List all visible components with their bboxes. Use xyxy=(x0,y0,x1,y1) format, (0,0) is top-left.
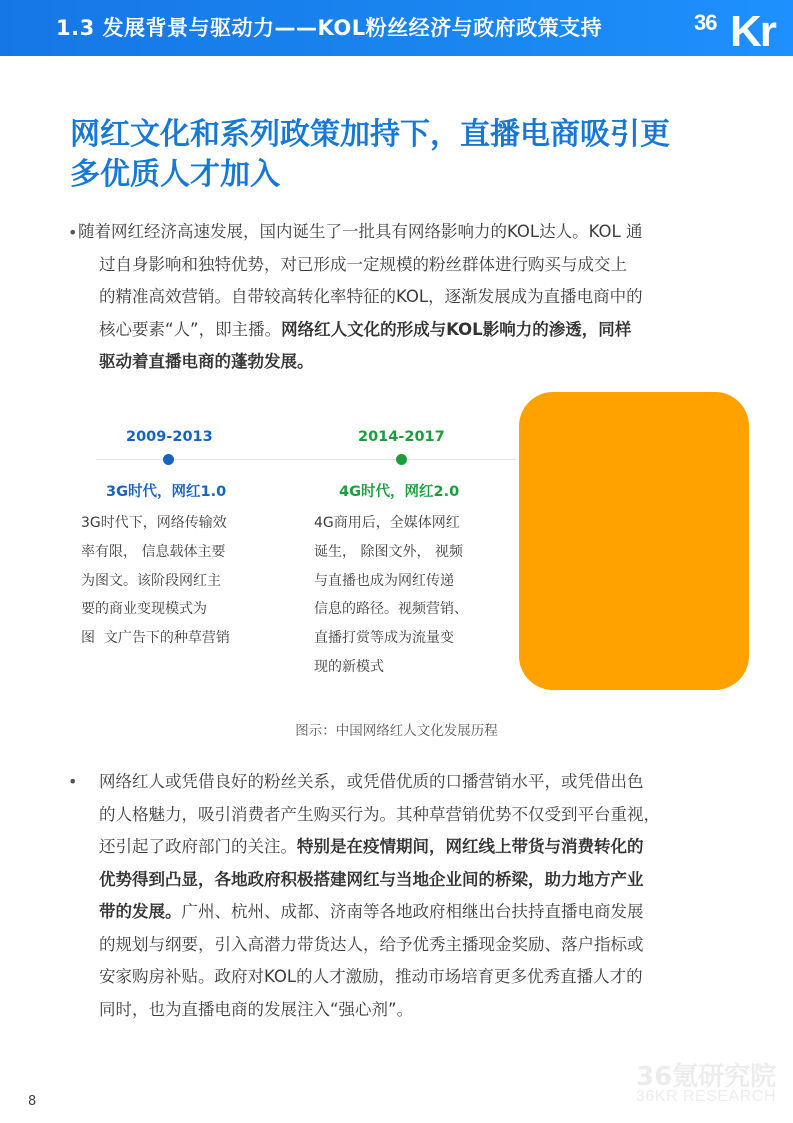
page-title-line-1: 网红文化和系列政策加持下，直播电商吸引更 xyxy=(70,117,670,152)
plain-text: 核心要素“人”，即主播。 xyxy=(99,319,282,339)
36kr-logo xyxy=(690,6,790,56)
plain-text: 广州、杭州、成都、济南等各地政府相继出台扶持直播电商发展 xyxy=(181,902,644,921)
text-line: 网络红人或凭借良好的粉丝关系，或凭借优质的口播营销水平，或凭借出色 xyxy=(99,772,644,791)
text-line: 安家购房补贴。政府对KOL的人才激励，推动市场培育更多优秀直播人才的 xyxy=(99,967,643,986)
intro-paragraph xyxy=(78,216,728,379)
timeline-axis xyxy=(96,459,516,460)
header-bar xyxy=(0,0,793,56)
desc-line: 为图文。该阶段网红主 xyxy=(81,572,221,589)
text-line xyxy=(99,896,731,929)
figure-caption: 图示：中国网络红人文化发展历程 xyxy=(295,723,498,739)
stage2-title: 4G时代，网红2.0 xyxy=(339,484,460,500)
text-line: 同时，也为直播电商的发展注入“强心剂”。 xyxy=(99,999,414,1019)
watermark-en: 36KR RESEARCH xyxy=(636,1088,776,1105)
stage2-years: 2014-2017 xyxy=(358,429,445,445)
text-line: 过自身影响和独特优势，对已形成一定规模的粉丝群体进行购买与成交上 xyxy=(99,254,627,274)
section-title: 1.3 发展背景与驱动力——KOL粉丝经济与政府政策支持 xyxy=(56,16,603,40)
stage1-years: 2009-2013 xyxy=(126,429,213,445)
bold-text: 网络红人文化的形成与KOL影响力的渗透，同样 xyxy=(281,319,632,339)
image-placeholder xyxy=(519,392,749,690)
page-title-line-2: 多优质人才加入 xyxy=(70,157,280,192)
bullet-icon: • xyxy=(68,223,78,242)
desc-line: 诞生， 除图文外， 视频 xyxy=(314,543,463,560)
desc-line: 现的新模式 xyxy=(314,658,384,675)
bullet-icon: • xyxy=(68,772,78,791)
stage1-description xyxy=(81,509,281,653)
desc-line: 3G时代下，网络传输效 xyxy=(81,515,227,531)
bold-text: 特别是在疫情期间，网红线上带货与消费转化的 xyxy=(297,837,644,856)
text-line xyxy=(99,831,731,864)
text-line xyxy=(78,314,728,347)
desc-line: 信息的路径。视频营销、 xyxy=(314,601,468,618)
stage2-dot xyxy=(396,454,407,465)
desc-line: 直播打赏等成为流量变 xyxy=(314,630,454,647)
desc-line: 与直播也成为网红传递 xyxy=(314,572,454,589)
desc-line: 图 文广告下的种草营销 xyxy=(81,630,230,647)
bold-text: 驱动着直播电商的蓬勃发展。 xyxy=(99,352,314,371)
logo-number: 36 xyxy=(694,10,717,35)
text-line: 的规划与纲要，引入高潜力带货达人，给予优秀主播现金奖励、落户指标或 xyxy=(99,934,644,954)
desc-line: 要的商业变现模式为 xyxy=(81,601,207,618)
text-line: 随着网红经济高速发展，国内诞生了一批具有网络影响力的KOL达人。KOL 通 xyxy=(78,222,643,241)
page-title xyxy=(70,115,750,195)
text-line xyxy=(78,346,728,379)
desc-line: 率有限， 信息载体主要 xyxy=(81,543,226,560)
stage2-description xyxy=(314,509,514,682)
stage1-title: 3G时代，网红1.0 xyxy=(106,484,227,500)
logo-kr: Kr xyxy=(730,7,775,56)
stage1-dot xyxy=(163,454,174,465)
bold-text: 带的发展。 xyxy=(99,902,182,921)
policy-paragraph xyxy=(99,766,731,1026)
page-number: 8 xyxy=(28,1094,37,1109)
bold-text: 优势得到凸显，各地政府积极搭建网红与当地企业间的桥梁，助力地方产业 xyxy=(99,869,644,889)
text-line: 的人格魅力，吸引消费者产生购买行为。其种草营销优势不仅受到平台重视， xyxy=(99,804,660,824)
plain-text: 还引起了政府部门的关注。 xyxy=(99,837,297,856)
text-line: 的精准高效营销。自带较高转化率特征的KOL，逐渐发展成为直播电商中的 xyxy=(99,287,643,306)
text-line xyxy=(99,864,731,897)
watermark-cn: 36氪研究院 xyxy=(636,1062,777,1092)
desc-line: 4G商用后，全媒体网红 xyxy=(314,515,460,531)
